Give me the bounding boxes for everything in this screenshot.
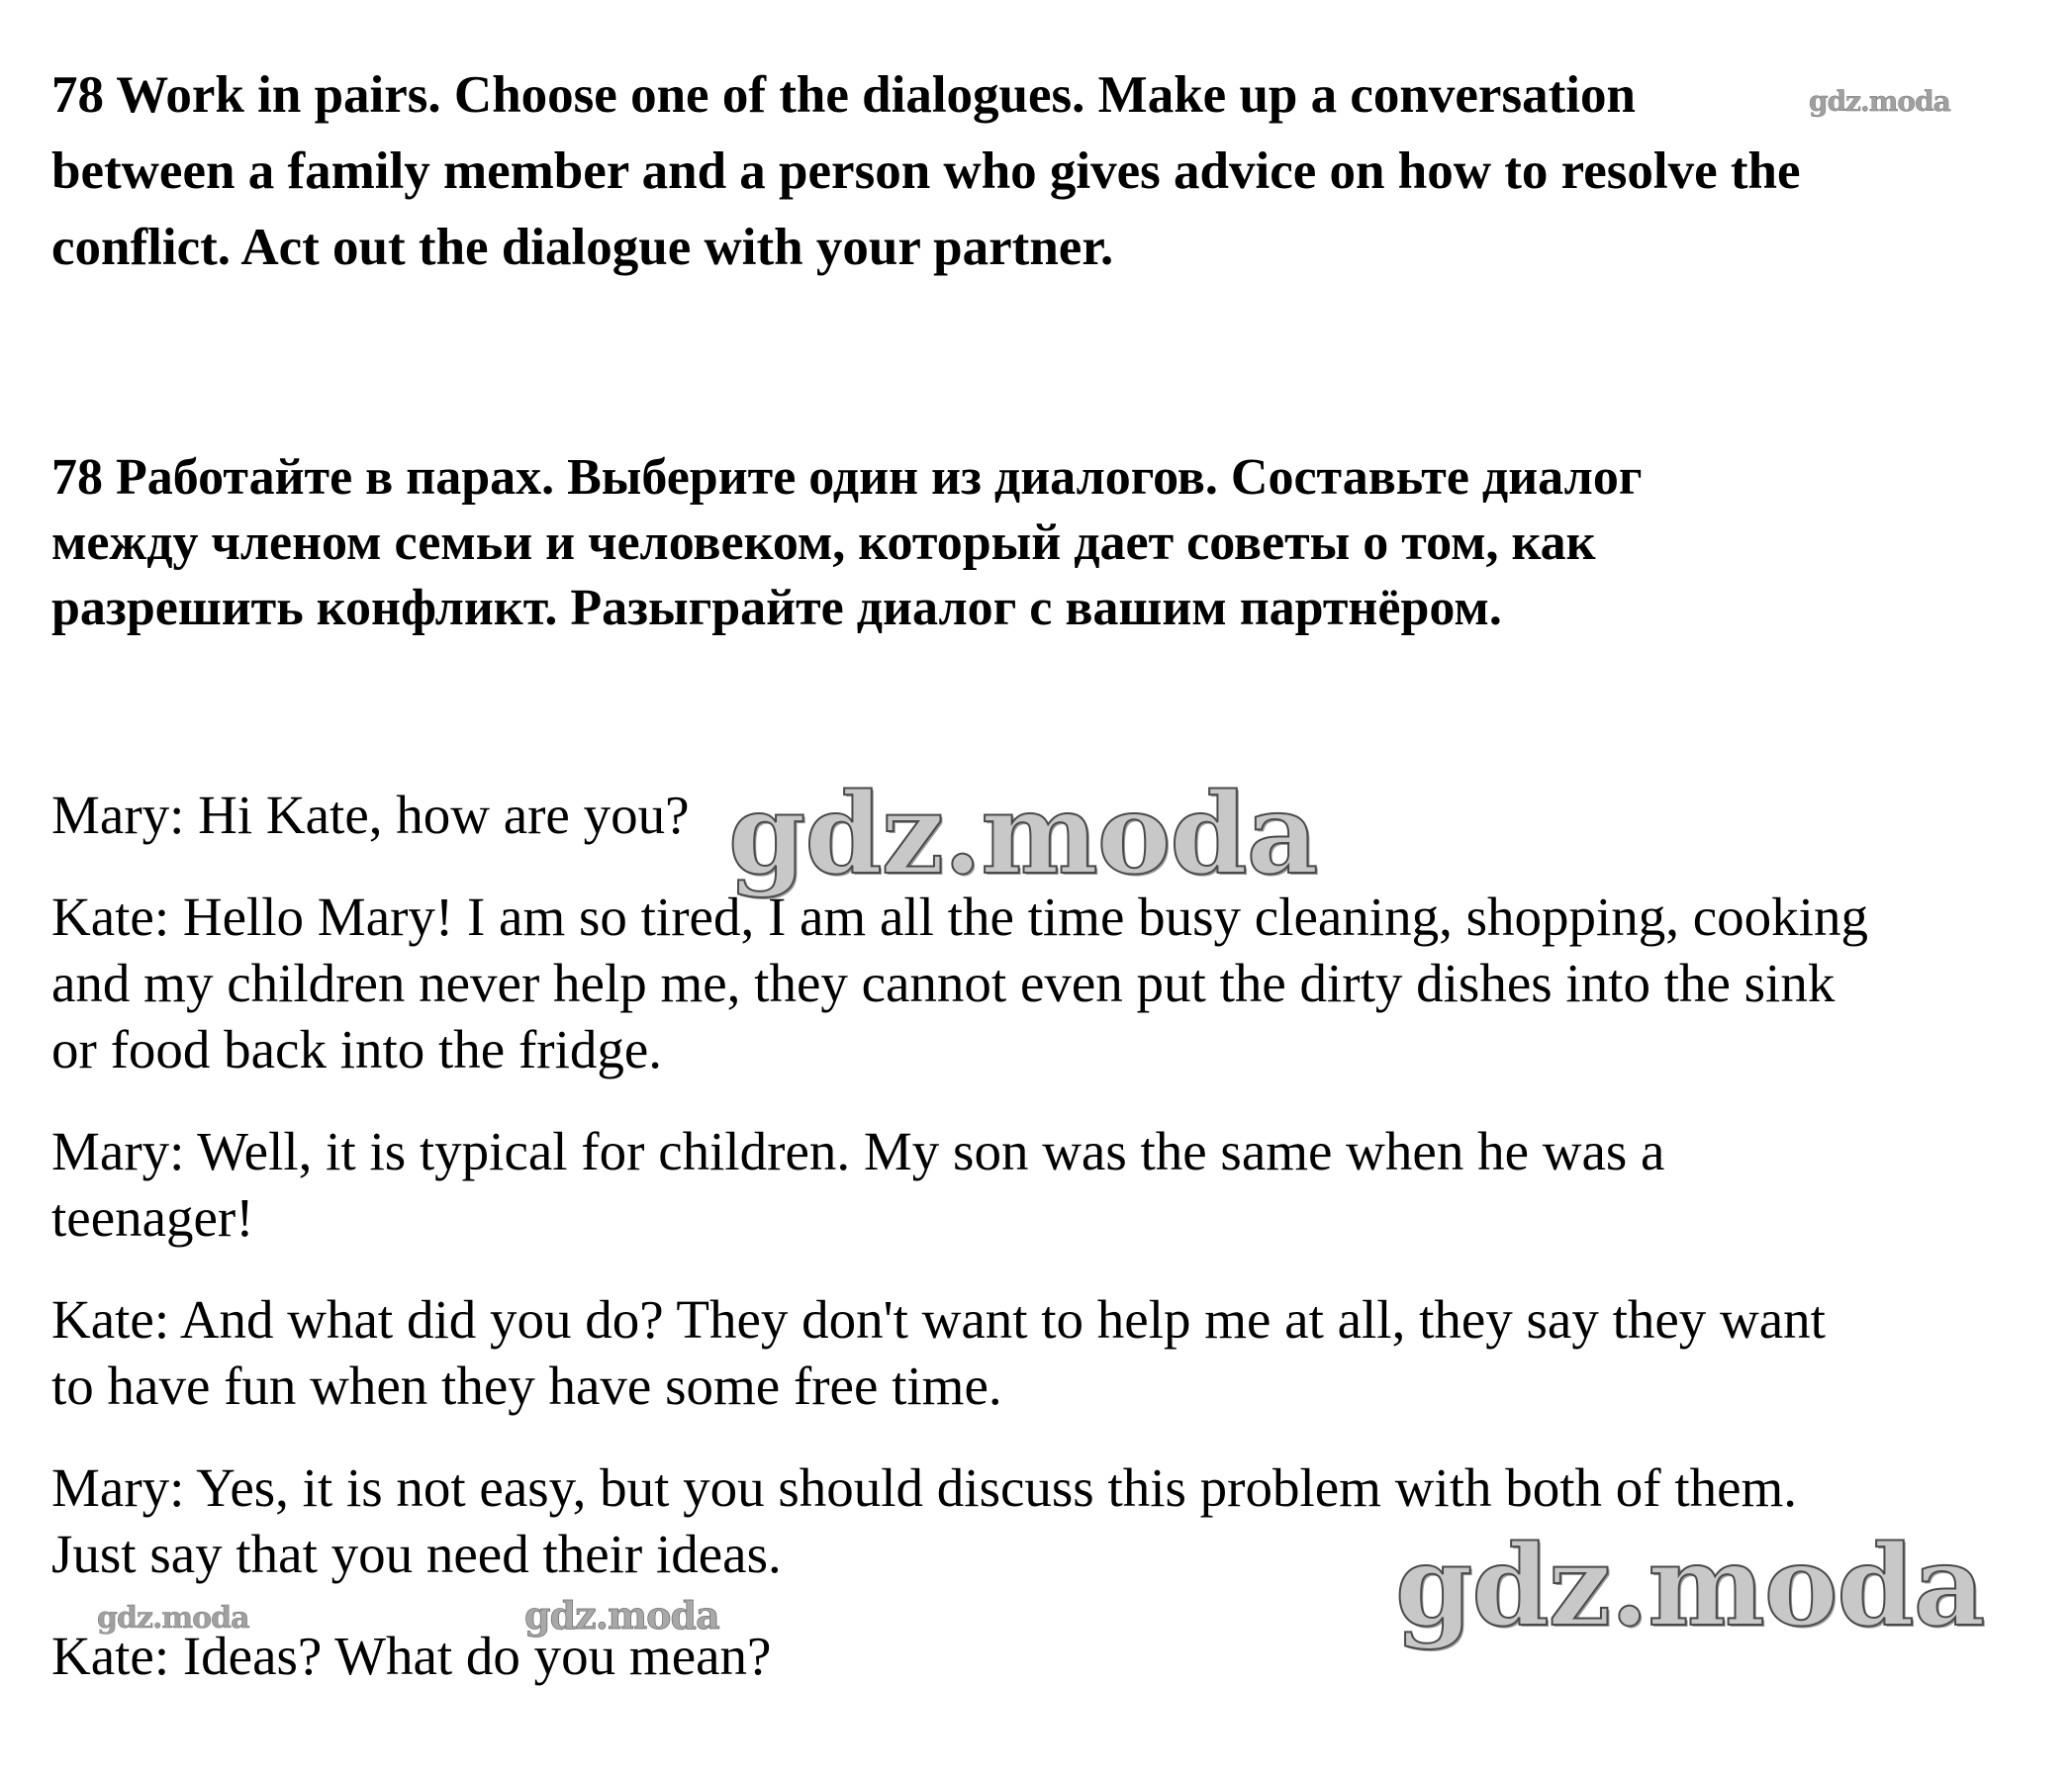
dialogue-line: Mary: Hi Kate, how are you? [51,785,690,845]
task-english-line: conflict. Act out the dialogue with your partner. [51,219,1114,276]
watermark: gdz.moda [728,770,1318,899]
watermark: gdz.moda [524,1593,719,1638]
dialogue-turn [51,1454,2040,1587]
dialogue-line: and my children never help me, they cannot even put the dirty dishes into the sink [51,953,1836,1013]
dialogue-turn [51,1623,2040,1689]
task-russian-line: 78 Работайте в парах. Выберите один из диалогов. Составьте диалог [51,449,1643,506]
dialogue-line: Kate: And what did you do? They don't want to help me at all, they say they want [51,1289,1826,1350]
dialogue-turn [51,884,2040,1082]
task-english-line: 78 Work in pairs. Choose one of the dialogues. Make up a conversation [51,66,1636,124]
watermark: gdz.moda [1809,85,1950,118]
dialogue-line: Kate: Hello Mary! I am so tired, I am all the time busy cleaning, shopping, cooking [51,887,1868,947]
dialogue-turn [51,1286,2040,1419]
dialogue-line: Mary: Well, it is typical for children. My son was the same when he was a [51,1121,1665,1181]
dialogue-line: teenager! [51,1187,254,1248]
dialogue [51,782,2040,1725]
watermark: gdz.moda [97,1601,249,1636]
watermark: gdz.moda [1395,1522,1985,1651]
task-russian [51,445,2040,641]
dialogue-line: Kate: Ideas? What do you mean? [51,1626,772,1686]
task-russian-line: между членом семьи и человеком, который дает советы о том, как [51,515,1596,571]
task-english-line: between a family member and a person who gives advice on how to resolve the [51,142,1801,200]
task-russian-line: разрешить конфликт. Разыграйте диалог с вашим партнёром. [51,580,1502,636]
task-english [51,57,2040,286]
dialogue-line: to have fun when they have some free time. [51,1356,1002,1416]
dialogue-turn [51,1118,2040,1251]
dialogue-line: or food back into the fridge. [51,1019,663,1079]
dialogue-turn [51,782,2040,848]
dialogue-line: Just say that you need their ideas. [51,1524,782,1584]
dialogue-line: Mary: Yes, it is not easy, but you should discuss this problem with both of them. [51,1457,1798,1518]
